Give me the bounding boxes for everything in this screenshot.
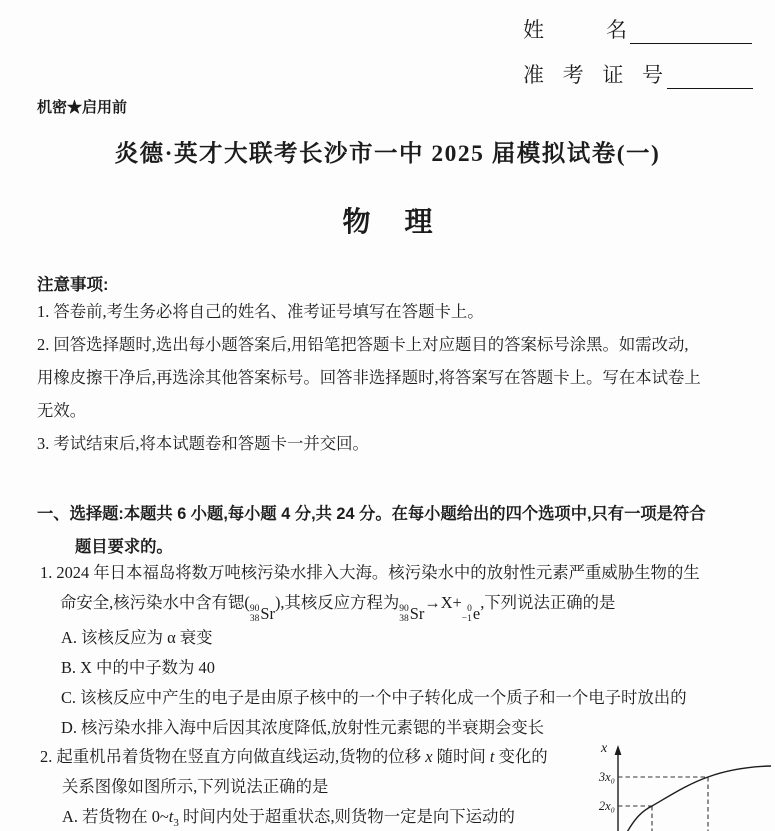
q1-option-c: C. 该核反应中产生的电子是由原子核中的一个中子转化成一个质子和一个电子时放出的	[61, 688, 687, 707]
notice-item-2-line-1: 2. 回答选择题时,选出每小题答案后,用铅笔把答题卡上对应题目的答案标号涂黑。如需改动,	[37, 335, 689, 354]
q2-option-text: 时间内处于超重状态,则货物一定是向下运动的	[178, 807, 515, 826]
q2-option-text: A. 若货物在 0~	[62, 807, 169, 826]
ticket-field-label	[523, 59, 663, 89]
q1-stem-line-1: 1. 2024 年日本福岛将数万吨核污染水排入大海。核污染水中的放射性元素严重威胁生物的生	[40, 563, 700, 582]
notice-item-1: 1. 答卷前,考生务必将自己的姓名、准考证号填写在答题卡上。	[37, 302, 484, 321]
q2-stem-text: 随时间	[432, 747, 490, 766]
q1-stem-text: ),其核反应方程为	[274, 593, 400, 612]
variable-subscript: 3	[173, 817, 179, 829]
notice-item-2-line-3: 无效。	[37, 401, 87, 420]
tick-label-3x0: 3x₀	[598, 770, 615, 784]
name-field-row	[523, 14, 752, 44]
notice-heading: 注意事项:	[37, 276, 109, 294]
q1-option-b: B. X 中的中子数为 40	[61, 658, 215, 677]
exam-title: 炎德·英才大联考长沙市一中 2025 届模拟试卷(一)	[114, 141, 661, 167]
q1-stem-line-2	[60, 595, 615, 624]
name-underline	[630, 19, 752, 44]
notice-item-2-line-2: 用橡皮擦干净后,再选涂其他答案标号。回答非选择题时,将答案写在答题卡上。写在本试卷上	[37, 368, 701, 387]
ticket-label-char: 号	[641, 63, 663, 87]
q2-option-a	[62, 809, 515, 829]
notice-item-3: 3. 考试结束后,将本试题卷和答题卡一并交回。	[37, 434, 369, 453]
q2-stem-line-2: 关系图像如图所示,下列说法正确的是	[62, 777, 329, 796]
section-heading-line-1: 一、选择题:本题共 6 小题,每小题 4 分,共 24 分。在每小题给出的四个选项中,只有一项是符合	[37, 505, 706, 523]
nuclide-mass: 90	[399, 604, 409, 614]
q2-displacement-time-graph	[593, 738, 775, 831]
nuclide-charge: 38	[399, 614, 409, 625]
subject-char: 理	[404, 206, 433, 237]
xt-curve	[626, 766, 771, 831]
nuclide-symbol: e	[472, 603, 481, 623]
secrecy-label: 机密★启用前	[37, 99, 128, 116]
name-label-char: 姓	[523, 18, 544, 42]
q1-option-d: D. 核污染水排入海中后因其浓度降低,放射性元素锶的半衰期会变长	[61, 718, 545, 737]
y-axis-arrow-icon	[615, 745, 622, 755]
q2-stem-line-1	[40, 749, 548, 765]
tick-label-2x0: 2x₀	[598, 799, 615, 813]
nuclide-symbol: Sr	[260, 603, 275, 623]
nuclide-symbol: Sr	[409, 603, 425, 623]
section-heading-line-2: 题目要求的。	[75, 538, 173, 556]
ticket-label-char: 考	[562, 63, 584, 87]
nuclide-strontium	[399, 604, 424, 624]
ticket-underline	[667, 64, 753, 89]
q2-stem-text: 变化的	[494, 747, 548, 766]
q2-stem-text: 2. 起重机吊着货物在竖直方向做直线运动,货物的位移	[40, 747, 426, 766]
ticket-label-char: 准	[523, 63, 544, 87]
ticket-label-char: 证	[602, 63, 624, 87]
q1-stem-text: →X+	[424, 593, 462, 612]
y-axis-label: x	[601, 741, 608, 756]
nuclide-electron	[462, 604, 480, 624]
nuclide-charge: −1	[461, 614, 472, 625]
nuclide-charge: 38	[249, 614, 260, 625]
name-field-label	[523, 14, 627, 44]
subject-title	[0, 200, 775, 240]
xt-graph-svg	[593, 738, 775, 831]
q1-option-a: A. 该核反应为 α 衰变	[61, 628, 213, 647]
nuclide-mass: 0	[467, 604, 472, 614]
ticket-field-row	[523, 59, 753, 89]
variable-x: x	[425, 747, 433, 766]
nuclide-mass: 90	[249, 604, 260, 614]
q1-stem-text: 命安全,核污染水中含有锶(	[60, 593, 250, 612]
variable-t: t	[168, 807, 174, 826]
nuclide-strontium	[250, 604, 275, 624]
name-label-char: 名	[606, 18, 627, 42]
q1-stem-text: ,下列说法正确的是	[480, 593, 616, 612]
subject-char: 物	[342, 206, 371, 237]
variable-t: t	[489, 747, 495, 766]
